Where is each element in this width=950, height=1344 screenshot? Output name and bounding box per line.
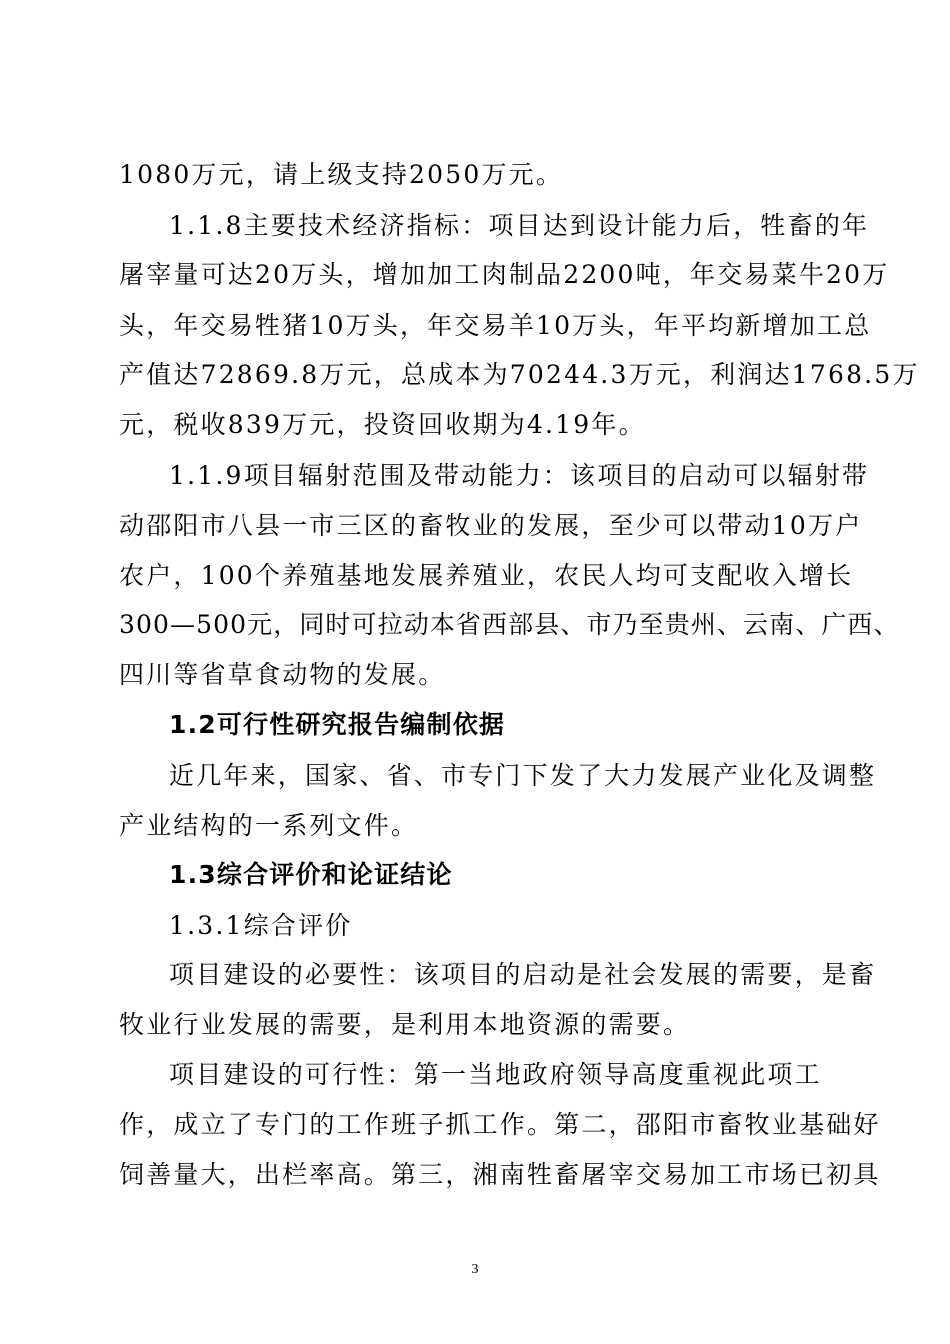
body-text-line: 1.1.8主要技术经济指标：项目达到设计能力后，牲畜的年: [169, 211, 870, 240]
page-number: 3: [471, 1262, 479, 1277]
body-text-line: 1.1.9项目辐射范围及带动能力：该项目的启动可以辐射带: [169, 461, 870, 490]
body-text-line: 产业结构的一系列文件。: [119, 811, 419, 840]
body-text-line: 300—500元，同时可拉动本省西部县、市乃至贵州、云南、广西、: [119, 610, 900, 639]
body-text-line: 牧业行业发展的需要，是利用本地资源的需要。: [119, 1010, 691, 1039]
body-text-line: 动邵阳市八县一市三区的畜牧业的发展，至少可以带动10万户: [119, 511, 863, 540]
body-text-line: 产值达72869.8万元，总成本为70244.3万元，利润达1768.5万: [119, 360, 920, 389]
body-text-line: 屠宰量可达20万头，增加加工肉制品2200吨，年交易菜牛20万: [119, 260, 890, 289]
body-text-line: 近几年来，国家、省、市专门下发了大力发展产业化及调整: [169, 761, 877, 790]
section-heading: 1.3综合评价和论证结论: [169, 860, 453, 889]
body-text-line: 项目建设的可行性：第一当地政府领导高度重视此项工: [169, 1060, 822, 1089]
body-text-line: 头，年交易牲猪10万头，年交易羊10万头，年平均新增加工总: [119, 311, 872, 340]
subsection-heading: 1.3.1综合评价: [169, 911, 353, 940]
body-text-line: 作，成立了专门的工作班子抓工作。第二，邵阳市畜牧业基础好: [119, 1110, 881, 1139]
body-text-line: 1080万元，请上级支持2050万元。: [119, 160, 564, 189]
body-text-line: 元，税收839万元，投资回收期为4.19年。: [119, 410, 646, 439]
body-text-line: 四川等省草食动物的发展。: [119, 660, 446, 689]
section-heading: 1.2可行性研究报告编制依据: [169, 710, 506, 739]
body-text-line: 项目建设的必要性：该项目的启动是社会发展的需要，是畜: [169, 960, 877, 989]
body-text-line: 农户，100个养殖基地发展养殖业，农民人均可支配收入增长: [119, 561, 854, 590]
body-text-line: 饲善量大，出栏率高。第三，湘南牲畜屠宰交易加工市场已初具: [119, 1160, 881, 1189]
